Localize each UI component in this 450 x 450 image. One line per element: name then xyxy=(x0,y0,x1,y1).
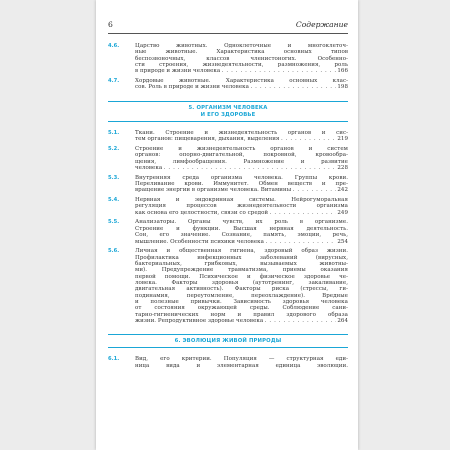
toc-entry-line: тарно-гигиенических норм и правил здорового образа xyxy=(135,311,348,318)
toc-entry-line: органов: опорно-двигательной, покровной, кровообра- xyxy=(135,152,348,159)
toc-content xyxy=(108,43,348,372)
toc-entry-line: Профилактика инфекционных заболеваний (вирусных, xyxy=(135,254,348,261)
toc-entry-text xyxy=(135,219,348,244)
section-heading-line: И ЕГО ЗДОРОВЬЕ xyxy=(200,111,256,118)
toc-list-section-4 xyxy=(108,43,348,91)
toc-page-ref[interactable]: 198 xyxy=(337,84,348,91)
toc-entry-number: 4.7. xyxy=(108,78,120,85)
toc-entry-line: регуляция процессов жизнедеятельности организма xyxy=(135,203,348,210)
dot-leader xyxy=(164,165,336,171)
toc-entry-line: Строение и жизнедеятельность органов и систем xyxy=(135,145,348,152)
toc-entry-last-line xyxy=(135,239,348,245)
section-heading-line: 5. ОРГАНИЗМ ЧЕЛОВЕКА xyxy=(188,104,268,111)
toc-entry xyxy=(108,219,348,244)
toc-entry-line: бактериальных, грибковых, вызываемых животны- xyxy=(135,260,348,267)
toc-entry xyxy=(108,356,348,369)
book-page xyxy=(96,0,358,450)
toc-entry-line: первой помощи. Психическое и физическое здоровье че- xyxy=(135,273,348,280)
toc-entry xyxy=(108,146,348,171)
toc-page-ref[interactable]: 249 xyxy=(337,209,348,216)
toc-entry-last-line xyxy=(135,187,348,193)
toc-entry-number: 4.6. xyxy=(108,43,120,49)
toc-entry-line: ми). Предупреждение травматизма, приемы оказания xyxy=(135,267,348,274)
toc-entry-number: 6.1. xyxy=(108,356,120,363)
section-heading-line: 6. ЭВОЛЮЦИЯ ЖИВОЙ ПРИРОДЫ xyxy=(174,338,282,345)
toc-page-ref[interactable]: 228 xyxy=(337,164,348,171)
toc-entry-line: Царство животных. Одноклеточные и многоклеточ- xyxy=(135,43,348,49)
toc-entry-line: Внутренняя среда организма человека. Группы крови. xyxy=(135,174,348,181)
toc-entry-last-line xyxy=(135,165,348,171)
toc-entry-text xyxy=(135,356,348,369)
toc-entry-line: Личная и общественная гигиена, здоровый образ жизни. xyxy=(135,248,348,255)
toc-entry-text xyxy=(135,43,348,75)
toc-entry-number: 5.2. xyxy=(108,145,120,152)
toc-entry-line: человека xyxy=(135,164,163,171)
toc-list-section-5 xyxy=(108,130,348,325)
toc-entry-line: Переливание крови. Иммунитет. Обмен веществ и пре- xyxy=(135,180,348,187)
toc-entry-line: Нервная и эндокринная системы. Нейрогуморальная xyxy=(135,197,348,204)
dot-leader xyxy=(222,68,336,74)
toc-entry-line: беспозвоночных, классов членистоногих. Особенно- xyxy=(135,55,348,62)
page-number: 6 xyxy=(108,20,113,29)
toc-entry-line: сти строения, жизнедеятельности, размножения, роль xyxy=(135,62,348,69)
toc-entry-line: вращение энергии в организме человека. Витамины xyxy=(135,187,292,194)
toc-entry-text xyxy=(135,146,348,171)
toc-entry-line: и полезные привычки. Зависимость здоровья человека xyxy=(135,299,348,305)
toc-entry-last-line xyxy=(135,318,348,324)
header-rule xyxy=(108,33,348,34)
toc-entry-line: Хордовые животные. Характеристика основных клас- xyxy=(135,78,348,85)
toc-entry-line: Сон, его значение. Сознание, память, эмоции, речь, xyxy=(135,232,348,239)
toc-entry-line: подинамия, переутомление, переохлаждение). Вредные xyxy=(135,292,348,299)
dot-leader xyxy=(281,136,336,142)
toc-entry-line: сов. Роль в природе и жизни человека xyxy=(135,84,249,91)
toc-page-ref[interactable]: 264 xyxy=(337,318,348,325)
dot-leader xyxy=(265,318,336,324)
toc-entry-line: в природе и жизни человека xyxy=(135,68,221,75)
toc-page-ref[interactable]: 242 xyxy=(337,187,348,194)
toc-entry-line: Вид, его критерии. Популяция — структурная еди- xyxy=(135,356,348,363)
toc-page-ref[interactable]: 254 xyxy=(337,238,348,245)
dot-leader xyxy=(265,239,335,245)
toc-entry xyxy=(108,248,348,324)
toc-entry-text xyxy=(135,175,348,194)
toc-entry xyxy=(108,130,348,143)
toc-list-section-6 xyxy=(108,356,348,369)
toc-entry-text xyxy=(135,78,348,91)
toc-entry-line: ловека. Факторы здоровья (аутотренинг, закаливание, xyxy=(135,279,348,286)
toc-entry-line: ные животные. Характеристика основных типов xyxy=(135,49,348,56)
toc-entry-line: от состояния окружающей среды. Соблюдение сани- xyxy=(135,305,348,312)
toc-entry-number: 5.3. xyxy=(108,174,120,181)
toc-page-ref[interactable]: 219 xyxy=(337,136,348,143)
toc-entry-line: жизни. Репродуктивное здоровье человека xyxy=(135,318,264,325)
toc-entry-number: 5.4. xyxy=(108,197,120,204)
section-heading-5 xyxy=(108,101,348,122)
toc-entry xyxy=(108,175,348,194)
toc-entry-line: Анализаторы. Органы чувств, их роль в организме. xyxy=(135,219,348,226)
toc-entry-line: Строение и функции. Высшая нервная деятельность. xyxy=(135,225,348,232)
section-heading-6 xyxy=(108,334,348,348)
toc-entry-line: ница вида и элементарная единица эволюции. xyxy=(135,362,348,369)
toc-entry-line: щения, лимфообращения. Размножение и развитие xyxy=(135,158,348,165)
toc-entry-text xyxy=(135,248,348,324)
toc-entry-last-line xyxy=(135,136,348,142)
toc-entry-line: тем органов: пищеварения, дыхания, выделения xyxy=(135,136,280,143)
toc-entry xyxy=(108,43,348,75)
toc-entry-number: 5.1. xyxy=(108,129,120,136)
toc-entry-text xyxy=(135,130,348,143)
toc-entry-line: Ткани. Строение и жизнедеятельность органов и сис- xyxy=(135,129,348,136)
toc-entry-number: 5.5. xyxy=(108,219,120,226)
toc-entry-last-line xyxy=(135,68,348,74)
toc-entry-line: двигательная активность). Факторы риска (стрессы, ги- xyxy=(135,286,348,293)
toc-page-ref[interactable]: 166 xyxy=(337,68,348,75)
page-title: Содержание xyxy=(295,20,348,29)
dot-leader xyxy=(270,210,336,216)
toc-entry-number: 5.6. xyxy=(108,248,120,255)
dot-leader xyxy=(250,84,335,90)
toc-entry-line: мышление. Особенности психики человека xyxy=(135,238,264,245)
dot-leader xyxy=(293,187,336,193)
toc-entry-line: как основа его целостности, связи со средой xyxy=(135,209,269,216)
toc-entry-last-line xyxy=(135,84,348,90)
toc-entry xyxy=(108,197,348,216)
toc-entry-last-line xyxy=(135,210,348,216)
toc-entry xyxy=(108,78,348,91)
page-header xyxy=(108,20,348,32)
toc-entry-text xyxy=(135,197,348,216)
